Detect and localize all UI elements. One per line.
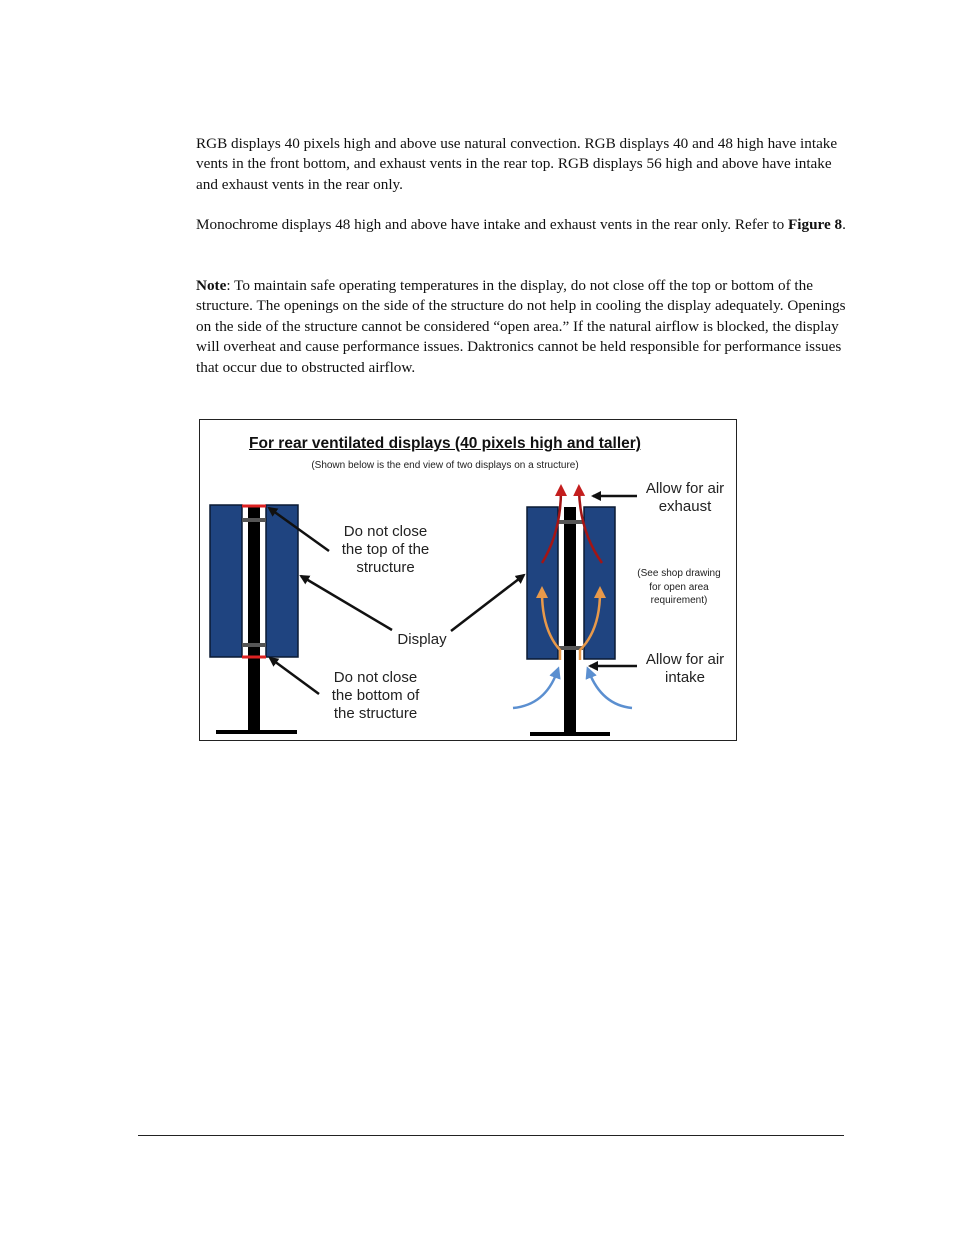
note-label: Note: [196, 277, 227, 294]
paragraph-monochrome: [196, 215, 851, 235]
right-display-front: [527, 507, 558, 659]
callout-bottom-arrow: [270, 658, 319, 694]
paragraph-rgb-convection: RGB displays 40 pixels high and above use natural convection. RGB displays 40 and 48 high have intake vents in the front bottom, and exhaust vents in the rear top. RGB displays 56 high and above have intake and exhaust vents in the rear only.: [196, 135, 838, 193]
paragraph-note: [196, 276, 851, 378]
label-do-not-close-bottom: Do not close the bottom of the structure: [331, 669, 420, 722]
figure-8-ventilation-diagram: [199, 419, 737, 741]
paragraph-monochrome-end: .: [842, 216, 846, 233]
right-structure-pole: [564, 507, 576, 734]
left-structure: [210, 505, 298, 732]
label-allow-air-exhaust: Allow for air exhaust: [645, 480, 725, 515]
intake-arrow-right: [589, 672, 632, 708]
figure-reference: Figure 8: [788, 216, 843, 233]
right-display-rear: [584, 507, 615, 659]
label-see-shop-drawing: (See shop drawing for open area requirement): [637, 568, 721, 606]
left-display-rear: [266, 505, 298, 657]
label-do-not-close-top: Do not close the top of the structure: [341, 523, 430, 576]
callout-display-right-arrow: [451, 575, 524, 631]
paragraph-monochrome-text: Monochrome displays 48 high and above have intake and exhaust vents in the rear only. Refer to: [196, 216, 789, 233]
left-display-front: [210, 505, 242, 657]
callout-arrows: [269, 496, 637, 694]
right-structure: [513, 490, 632, 734]
left-structure-pole: [248, 505, 260, 732]
callout-display-left-arrow: [301, 576, 392, 630]
label-display: Display: [397, 631, 447, 648]
figure-subtitle: (Shown below is the end view of two displays on a structure): [311, 460, 579, 471]
intake-arrow-left: [513, 672, 557, 708]
note-text: : To maintain safe operating temperatures in the display, do not close off the top or bottom of the structure. The openings on the side of the structure do not help in cooling the display adequately. Openings on the side of the structure cannot be considered “open area.” If the natural airflow is blocked, the display will overheat and cause performance issues. Daktronics cannot be held responsible for performance issues that occur due to obstructed airflow.: [196, 277, 846, 376]
figure-title: For rear ventilated displays (40 pixels high and taller): [249, 435, 641, 452]
label-allow-air-intake: Allow for air intake: [645, 651, 725, 686]
footer-divider: [138, 1135, 844, 1136]
